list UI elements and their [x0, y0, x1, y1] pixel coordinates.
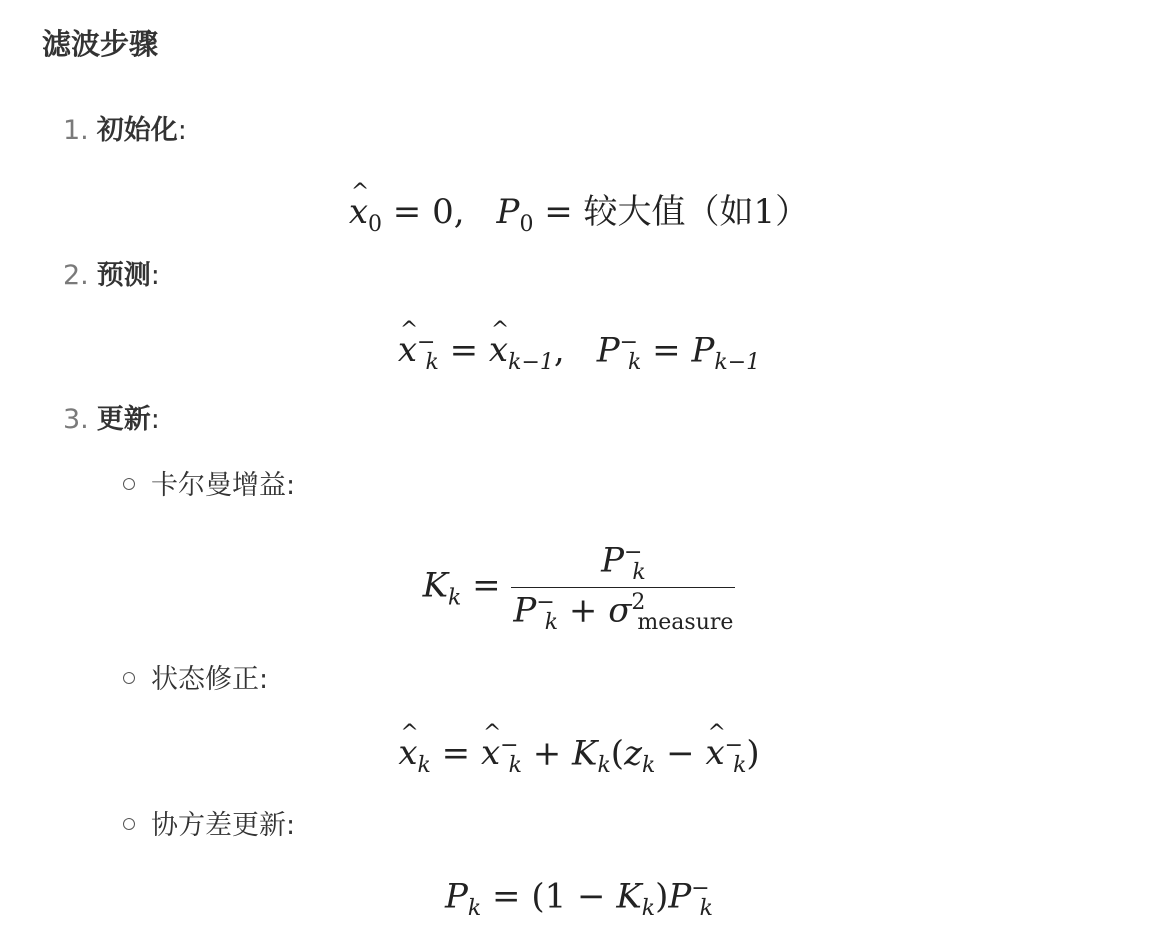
step-title: 更新: [96, 404, 151, 435]
circle-bullet-icon: [123, 478, 135, 490]
section-heading: 滤波步骤: [42, 27, 159, 61]
gain-fraction: $\frac{P^-_k}{P^-_k + \sigma^2_{measure}}$: [513, 540, 734, 636]
initial-value-text: 较大值（如1）: [583, 192, 810, 232]
formula-state-correction: ^ $x_k$ = ^ $x^-_k + K_k(z_k$ − ^ $x^-_k$): [0, 733, 1158, 778]
formula-kalman-gain: $K_k$ = $\frac{P^-_k}{P^-_k + \sigma^2_{measure}}$: [422, 540, 734, 636]
circle-bullet-icon: [123, 818, 135, 830]
step-number: 2.: [63, 260, 89, 291]
substep-state-correction: 状态修正:: [123, 657, 268, 696]
formula-initialize: ^ $x_0 = 0$, $P_0$ = 较大值（如1）: [0, 184, 1158, 237]
substep-covariance-update: 协方差更新:: [123, 803, 295, 842]
substep-kalman-gain: 卡尔曼增益:: [123, 463, 295, 502]
step-update: 3. 更新:: [63, 404, 160, 435]
step-number: 3.: [63, 404, 89, 435]
formula-covariance-update: $P_k = (1 - K_k)P^-_k$: [444, 876, 714, 922]
circle-bullet-icon: [123, 672, 135, 684]
step-initialize: 1. 初始化:: [63, 115, 187, 146]
step-title: 初始化: [96, 115, 178, 146]
step-number: 1.: [63, 115, 89, 146]
step-title: 预测: [96, 260, 151, 291]
step-predict: 2. 预测:: [63, 260, 160, 291]
formula-predict: ^ $x^-_k$ = ^ $x_{k-1}$, $P^-_k = P_{k-1}$: [0, 330, 1158, 375]
